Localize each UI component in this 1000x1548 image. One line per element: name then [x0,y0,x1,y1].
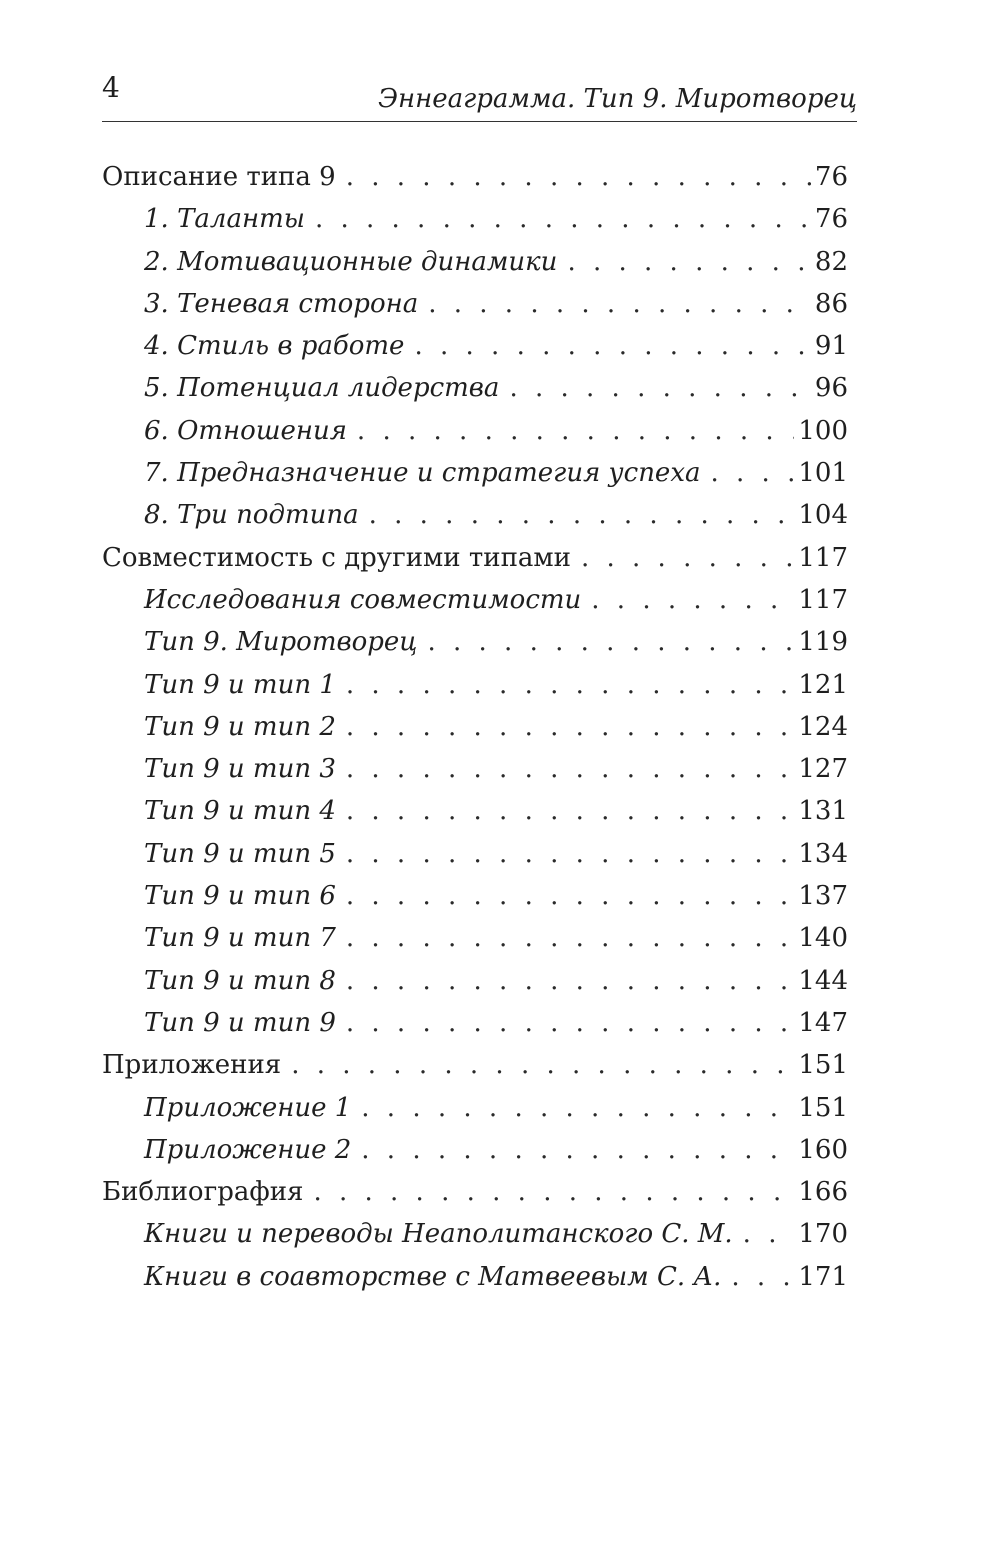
toc-entry-title: 8. Три подтипа [144,500,359,531]
toc-entry-page: 140 [798,923,848,954]
toc-entry-page: 117 [798,584,848,615]
toc-entry-title: 2. Мотивационные динамики [144,246,558,277]
toc-entry[interactable] [102,1256,848,1298]
toc-entry-title: 4. Стиль в работе [144,331,405,362]
toc-entry-page: 151 [798,1050,848,1081]
toc-entry[interactable] [102,1044,848,1086]
toc-entry-title: Тип 9 и тип 3 [144,754,336,785]
toc-dot-leader [291,1044,794,1086]
toc-entry-title: Тип 9 и тип 2 [144,711,336,742]
toc-entry-title: Библиография [102,1177,304,1208]
toc-dot-leader [313,1171,794,1213]
toc-entry-page: 166 [798,1177,848,1208]
toc-dot-leader [346,706,794,748]
toc-dot-leader [731,1256,794,1298]
toc-entry-page: 134 [798,838,848,869]
toc-entry[interactable] [102,960,848,1002]
toc-entry-title: Тип 9 и тип 8 [144,965,336,996]
toc-dot-leader [346,156,811,198]
toc-entry-page: 119 [798,627,848,658]
toc-dot-leader [346,1002,794,1044]
toc-entry-page: 101 [798,458,848,489]
toc-entry-title: 6. Отношения [144,415,347,446]
toc-entry-title: Приложения [102,1050,282,1081]
toc-entry-title: Книги в соавторстве с Матвеевым С. А. [144,1261,722,1292]
table-of-contents [102,156,848,1298]
toc-entry[interactable] [102,1171,848,1213]
toc-entry-title: Книги и переводы Неаполитанского С. М. [144,1219,733,1250]
toc-dot-leader [346,917,794,959]
toc-entry[interactable] [102,579,848,621]
toc-entry-title: 1. Таланты [144,204,305,235]
toc-entry-title: Приложение 1 [144,1092,352,1123]
toc-entry-title: Описание типа 9 [102,162,336,192]
toc-entry[interactable] [102,748,848,790]
toc-entry-page: 91 [814,331,848,362]
toc-dot-leader [346,790,794,832]
toc-dot-leader [427,621,794,663]
toc-entry-title: Тип 9 и тип 4 [144,796,336,827]
toc-dot-leader [581,537,794,579]
toc-entry[interactable] [102,283,848,325]
toc-entry-title: Тип 9. Миротворец [144,627,418,658]
toc-dot-leader [346,664,794,706]
toc-entry-page: 127 [798,754,848,785]
toc-entry-page: 124 [798,711,848,742]
toc-entry-page: 76 [814,162,848,192]
toc-dot-leader [315,198,811,240]
toc-entry-page: 76 [814,204,848,235]
toc-entry[interactable] [102,452,848,494]
toc-entry[interactable] [102,875,848,917]
toc-entry[interactable] [102,367,848,409]
toc-entry-title: Тип 9 и тип 7 [144,923,336,954]
toc-entry-page: 100 [798,415,848,446]
toc-dot-leader [428,283,811,325]
toc-entry-page: 160 [798,1134,848,1165]
toc-entry-title: Тип 9 и тип 6 [144,881,336,912]
toc-entry-page: 121 [798,669,848,700]
toc-entry-title: 3. Теневая сторона [144,288,419,319]
toc-entry-title: 5. Потенциал лидерства [144,373,500,404]
toc-entry[interactable] [102,1213,848,1255]
toc-entry-page: 151 [798,1092,848,1123]
toc-entry[interactable] [102,325,848,367]
toc-dot-leader [346,833,794,875]
toc-entry-page: 170 [798,1219,848,1250]
toc-entry-page: 104 [798,500,848,531]
toc-entry[interactable] [102,537,848,579]
toc-entry-title: Тип 9 и тип 5 [144,838,336,869]
toc-dot-leader [711,452,795,494]
toc-entry-title: 7. Предназначение и стратегия успеха [144,458,701,489]
toc-entry-page: 147 [798,1007,848,1038]
toc-dot-leader [509,367,810,409]
toc-dot-leader [369,494,795,536]
toc-entry[interactable] [102,410,848,452]
toc-dot-leader [346,875,794,917]
toc-entry[interactable] [102,1129,848,1171]
toc-entry-page: 131 [798,796,848,827]
toc-entry[interactable] [102,156,848,198]
toc-entry[interactable] [102,833,848,875]
toc-entry[interactable] [102,621,848,663]
toc-dot-leader [414,325,810,367]
toc-entry-page: 117 [798,542,848,573]
page-number: 4 [102,71,120,104]
toc-entry[interactable] [102,1087,848,1129]
toc-dot-leader [591,579,794,621]
toc-entry-page: 171 [798,1261,848,1292]
running-head: Эннеаграмма. Тип 9. Миротворец [378,84,857,114]
toc-entry[interactable] [102,494,848,536]
toc-entry-page: 82 [814,246,848,277]
toc-entry-page: 86 [814,288,848,319]
toc-entry-title: Совместимость с другими типами [102,542,571,573]
toc-dot-leader [346,960,794,1002]
toc-dot-leader [361,1087,794,1129]
toc-dot-leader [346,748,794,790]
toc-entry[interactable] [102,198,848,240]
toc-entry[interactable] [102,706,848,748]
toc-entry[interactable] [102,664,848,706]
toc-dot-leader [361,1129,794,1171]
toc-entry-title: Тип 9 и тип 1 [144,669,336,700]
toc-entry-page: 144 [798,965,848,996]
toc-entry[interactable] [102,917,848,959]
toc-entry[interactable] [102,1002,848,1044]
toc-entry-title: Исследования совместимости [144,584,582,615]
header-rule [102,121,857,122]
toc-dot-leader [357,410,794,452]
toc-entry-title: Тип 9 и тип 9 [144,1007,336,1038]
toc-dot-leader [743,1213,795,1255]
toc-entry-title: Приложение 2 [144,1134,352,1165]
toc-entry-page: 137 [798,881,848,912]
toc-entry[interactable] [102,241,848,283]
toc-dot-leader [567,241,810,283]
toc-entry-page: 96 [814,373,848,404]
toc-entry[interactable] [102,790,848,832]
